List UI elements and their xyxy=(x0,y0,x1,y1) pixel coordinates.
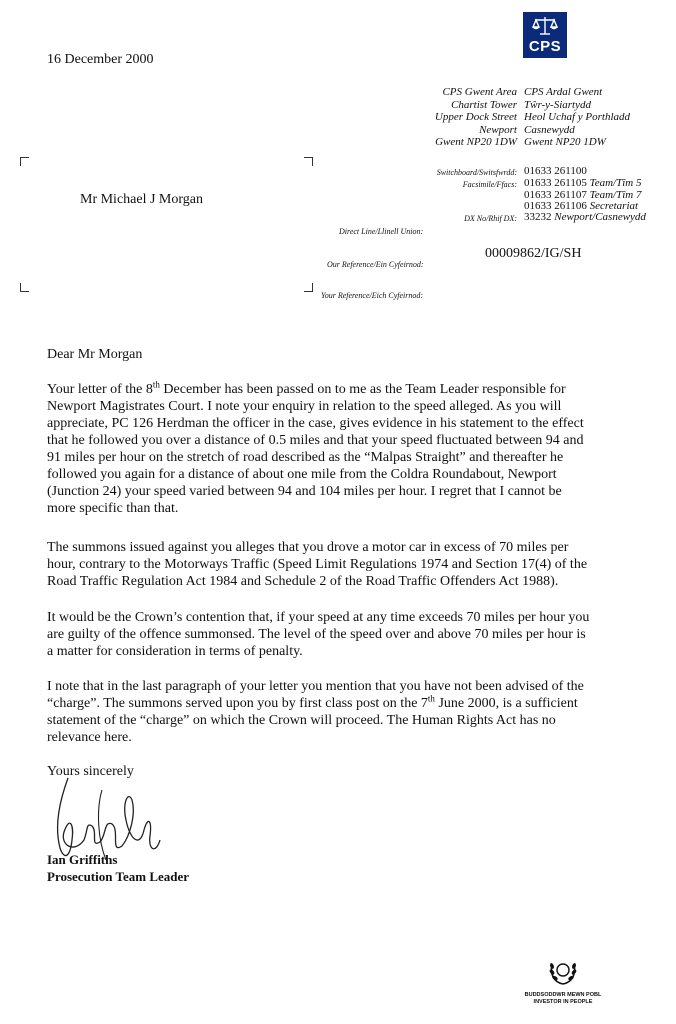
our-reference-label: Our Reference/Ein Cyfeirnod: xyxy=(327,260,424,269)
address-welsh xyxy=(524,86,630,149)
address-line: Casnewydd xyxy=(524,123,575,136)
badge-text-welsh: BUDDSODDWR MEWN POBL xyxy=(524,992,602,998)
address-line: Tŵr-y-Siartydd xyxy=(524,98,591,111)
facsimile-label: Facsimile/Ffacs: xyxy=(462,180,517,189)
text-line: The summons issued against you alleges that you drove a motor car in excess of 70 miles per xyxy=(47,540,569,555)
corner-mark-bottom-right xyxy=(304,283,313,292)
fax-line-1 xyxy=(524,177,641,189)
paragraph-2 xyxy=(47,539,647,590)
paragraph-1 xyxy=(47,381,647,517)
text-line: Newport Magistrates Court. I note your enquiry in relation to the speed alleged. As you will xyxy=(47,399,562,414)
text-line: followed you again for a distance of about one mile from the Coldra Roundabout, Newport xyxy=(47,467,557,482)
text-line: are guilty of the offence summonsed. The level of the speed over and above 70 miles per hour is xyxy=(47,627,586,642)
signatory-name: Ian Griffiths xyxy=(47,852,118,867)
address-line: CPS Gwent Area xyxy=(442,86,517,98)
text-line: It would be the Crown’s contention that, if your speed at any time exceeds 70 miles per hour you xyxy=(47,610,590,625)
text-line: more specific than that. xyxy=(47,501,179,516)
direct-line-label: Direct Line/Llinell Union: xyxy=(339,227,424,236)
scales-of-justice-icon xyxy=(532,15,558,37)
address-line: Gwent NP20 1DW xyxy=(435,136,517,148)
our-reference-value: 00009862/IG/SH xyxy=(485,246,582,261)
fax-number: 01633 261107 xyxy=(524,189,587,201)
fax-note: Team/Tîm 7 xyxy=(589,189,642,201)
address-line: Heol Uchaf y Porthladd xyxy=(524,111,631,123)
recipient-name: Mr Michael J Morgan xyxy=(80,192,203,207)
laurel-wreath-icon xyxy=(548,955,578,987)
paragraph-3 xyxy=(47,609,647,660)
text-line: Your letter of the 8th December has been passed on to me as the Team Leader responsible for xyxy=(47,379,566,397)
redacted-address xyxy=(50,211,260,267)
letter-date: 16 December 2000 xyxy=(47,52,154,67)
corner-mark-top-right xyxy=(304,157,313,166)
dx-line xyxy=(524,211,646,223)
switchboard-number: 01633 261100 xyxy=(524,165,587,177)
text-line: (Junction 24) your speed varied between 94 and 104 miles per hour. I regret that I cannot be xyxy=(47,484,562,499)
address-line: Chartist Tower xyxy=(451,98,517,111)
logo-text: CPS xyxy=(528,38,562,55)
text-line: hour, contrary to the Motorways Traffic (Speed Limit Regulations 1974 and Section 17(4) of the xyxy=(47,557,588,572)
switchboard-label: Switchboard/Switsfwrdd: xyxy=(436,168,517,177)
badge-text-english: INVESTOR IN PEOPLE xyxy=(533,999,593,1005)
paragraph-4 xyxy=(47,678,647,746)
address-line: Upper Dock Street xyxy=(434,111,517,123)
cps-logo xyxy=(523,12,567,58)
text-line: appreciate, PC 126 Herdman the officer in the case, gives evidence in his statement to the effect xyxy=(47,416,584,431)
dx-number: 33232 xyxy=(524,211,552,223)
corner-mark-bottom-left xyxy=(20,283,29,292)
fax-number: 01633 261106 xyxy=(524,200,587,212)
corner-mark-top-left xyxy=(20,157,29,166)
signatory-title: Prosecution Team Leader xyxy=(47,869,190,884)
text-line: that he followed you over a distance of 0.5 miles and that your speed fluctuated between 94 and xyxy=(47,433,584,448)
address-line: Gwent NP20 1DW xyxy=(524,136,606,148)
text-line: a matter for consideration in terms of penalty. xyxy=(47,644,303,659)
text-line: I note that in the last paragraph of your letter you mention that you have not been advised of the xyxy=(47,679,584,694)
dx-label: DX No/Rhif DX: xyxy=(464,214,517,223)
text-line: Road Traffic Regulation Act 1984 and Schedule 2 of the Road Traffic Offenders Act 1988). xyxy=(47,574,559,589)
text-line: 91 miles per hour on the stretch of road described as the “Malpas Straight” and thereafter he xyxy=(47,450,564,465)
investor-in-people-badge xyxy=(508,955,618,1006)
text-line: “charge”. The summons served upon you by first class post on the 7th June 2000, is a sufficient xyxy=(47,693,578,711)
fax-number: 01633 261105 xyxy=(524,177,587,189)
address-line: Newport xyxy=(479,123,517,136)
dx-note: Newport/Casnewydd xyxy=(554,211,646,223)
text-line: relevance here. xyxy=(47,730,132,745)
address-english xyxy=(435,86,517,149)
your-reference-label: Your Reference/Eich Cyfeirnod: xyxy=(321,291,424,300)
address-line: CPS Ardal Gwent xyxy=(524,86,603,98)
closing: Yours sincerely xyxy=(47,764,134,779)
fax-note: Secretariat xyxy=(589,200,639,212)
text-line: statement of the “charge” on which the Crown will proceed. The Human Rights Act has no xyxy=(47,713,556,728)
salutation: Dear Mr Morgan xyxy=(47,347,143,362)
fax-note: Team/Tîm 5 xyxy=(589,177,642,189)
signatory-block xyxy=(47,851,189,885)
